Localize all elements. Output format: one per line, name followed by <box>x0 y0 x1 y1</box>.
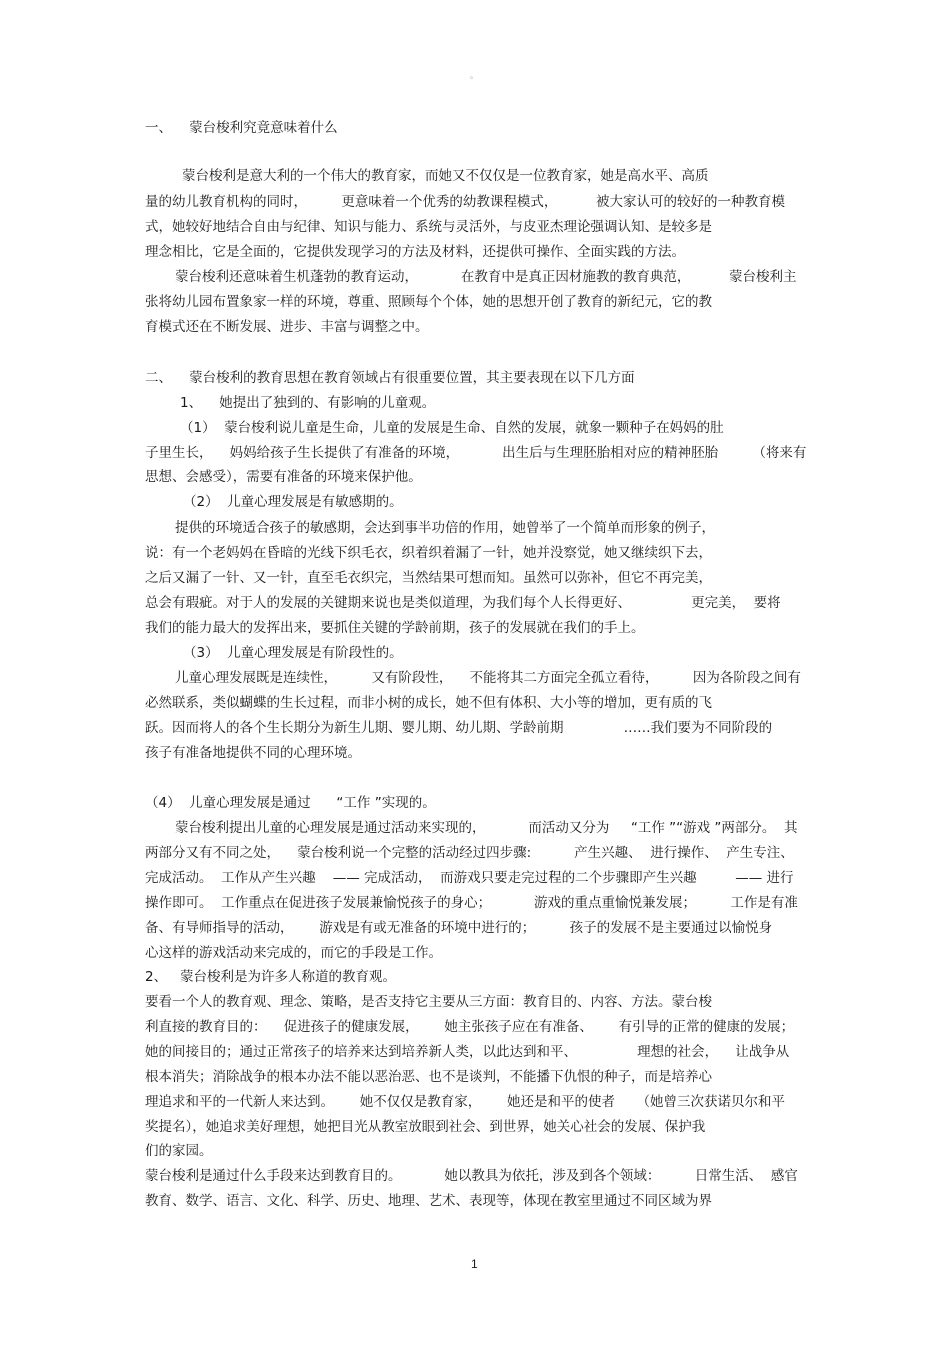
paragraph-line: 思想、会感受），需要有准备的环境来保护他。 <box>145 469 422 485</box>
paragraph-line: 提供的环境适合孩子的敏感期，会达到事半功倍的作用，她曾举了一个简单而形象的例子， <box>175 520 715 536</box>
paragraph-line: 说：有一个老妈妈在昏暗的光线下织毛衣，织着织着漏了一针，她并没察觉，她又继续织下去， <box>145 545 712 561</box>
paragraph-line: 必然联系，类似蝴蝶的生长过程，而非小树的成长，她不但有体积、大小等的增加，更有质的飞 <box>145 695 712 711</box>
paragraph-line: 根本消失；消除战争的根本办法不能以恶治恶、也不是谈判，不能播下仇恨的种子，而是培养心 <box>145 1069 712 1085</box>
subsection-heading: （2） 儿童心理发展是有敏感期的。 <box>183 494 403 510</box>
subsection-heading: 2、 蒙台梭利是为许多人称道的教育观。 <box>145 969 396 985</box>
paragraph-line: 操作即可。 工作重点在促进孩子发展兼愉悦孩子的身心； 游戏的重点重愉悦兼发展； 工作是有准 <box>145 895 798 911</box>
page-marker: 。 <box>470 71 478 80</box>
paragraph-line: 她的间接目的；通过正常孩子的培养来达到培养新人类，以此达到和平、 理想的社会， 让战争从 <box>145 1044 790 1060</box>
paragraph-line: 孩子有准备地提供不同的心理环境。 <box>145 745 361 761</box>
subsection-heading: （3） 儿童心理发展是有阶段性的。 <box>183 645 403 661</box>
paragraph-line: 量的幼儿教育机构的同时， 更意味着一个优秀的幼教课程模式， 被大家认可的较好的一种教育模 <box>145 194 785 210</box>
paragraph-line: 跃。因而将人的各个生长期分为新生儿期、婴儿期、幼儿期、学龄前期 ……我们要为不同阶段的 <box>145 720 773 736</box>
paragraph-line: 心这样的游戏活动来完成的，而它的手段是工作。 <box>145 945 442 961</box>
paragraph-line: 张将幼儿园布置象家一样的环境，尊重、照顾每个个体，她的思想开创了教育的新纪元，它的教 <box>145 294 712 310</box>
paragraph-line: 育模式还在不断发展、进步、丰富与调整之中。 <box>145 319 429 335</box>
paragraph-line: 之后又漏了一针、又一针，直至毛衣织完，当然结果可想而知。虽然可以弥补，但它不再完美， <box>145 570 712 586</box>
paragraph-line: 蒙台梭利是意大利的一个伟大的教育家，而她又不仅仅是一位教育家，她是高水平、高质 <box>182 168 709 184</box>
paragraph-line: 儿童心理发展既是连续性， 又有阶段性， 不能将其二方面完全孤立看待， 因为各阶段之间有 <box>175 670 801 686</box>
section-heading-2: 二、 蒙台梭利的教育思想在教育领域占有很重要位置，其主要表现在以下几方面 <box>145 370 635 386</box>
paragraph-line: 两部分又有不同之处， 蒙台梭利说一个完整的活动经过四步骤: 产生兴趣、 进行操作、 产生专注、 <box>145 845 794 861</box>
paragraph-line: 总会有瑕疵。对于人的发展的关键期来说也是类似道理，为我们每个人长得更好、 更完美， 要将 <box>145 595 781 611</box>
paragraph-line: 备、有导师指导的活动， 游戏是有或无准备的环境中进行的； 孩子的发展不是主要通过以愉悦身 <box>145 920 773 936</box>
paragraph-line: 完成活动。 工作从产生兴趣 —— 完成活动， 而游戏只要走完过程的二个步骤即产生兴趣 —— 进行 <box>145 870 794 886</box>
paragraph-line: 子里生长， 妈妈给孩子生长提供了有准备的环境， 出生后与生理胚胎相对应的精神胚胎 （将来有 <box>145 445 807 461</box>
paragraph-line: 奖提名），她追求美好理想，她把目光从教室放眼到社会、到世界，她关心社会的发展、保护我 <box>145 1119 706 1135</box>
paragraph-line: 蒙台梭利还意味着生机蓬勃的教育运动， 在教育中是真正因材施教的教育典范， 蒙台梭利主 <box>175 269 797 285</box>
paragraph-line: 我们的能力最大的发挥出来，要抓住关键的学龄前期，孩子的发展就在我们的手上。 <box>145 620 645 636</box>
paragraph-line: 蒙台梭利提出儿童的心理发展是通过活动来实现的， 而活动又分为 “工作 ”“游戏 ”两部分。 其 <box>175 820 798 836</box>
paragraph-line: （1） 蒙台梭利说儿童是生命，儿童的发展是生命、自然的发展，就象一颗种子在妈妈的肚 <box>180 420 724 436</box>
paragraph-line: 教育、数学、语言、文化、科学、历史、地理、艺术、表现等，体现在教室里通过不同区域为界 <box>145 1193 712 1209</box>
paragraph-line: 式，她较好地结合自由与纪律、知识与能力、系统与灵活外，与皮亚杰理论强调认知、是较多是 <box>145 219 712 235</box>
paragraph-line: 理追求和平的一代新人来达到。 她不仅仅是教育家， 她还是和平的使者 （她曾三次获诺贝尔和平 <box>145 1094 785 1110</box>
paragraph-line: 理念相比，它是全面的，它提供发现学习的方法及材料，还提供可操作、全面实践的方法。 <box>145 244 685 260</box>
paragraph-line: 们的家园。 <box>145 1143 213 1159</box>
subsection-heading: 1、 她提出了独到的、有影响的儿童观。 <box>180 395 436 411</box>
paragraph-line: 蒙台梭利是通过什么手段来达到教育目的。 她以教具为依托，涉及到各个领域： 日常生活、 感官 <box>145 1168 798 1184</box>
section-heading-1: 一、 蒙台梭利究竟意味着什么 <box>145 120 338 136</box>
paragraph-line: 利直接的教育目的： 促进孩子的健康发展， 她主张孩子应在有准备、 有引导的正常的健康的发展； <box>145 1019 795 1035</box>
page-number: 1 <box>471 1257 478 1271</box>
subsection-heading: （4） 儿童心理发展是通过 “工作 ”实现的。 <box>145 795 436 811</box>
paragraph-line: 要看一个人的教育观、理念、策略，是否支持它主要从三方面：教育目的、内容、方法。蒙台梭 <box>145 994 712 1010</box>
